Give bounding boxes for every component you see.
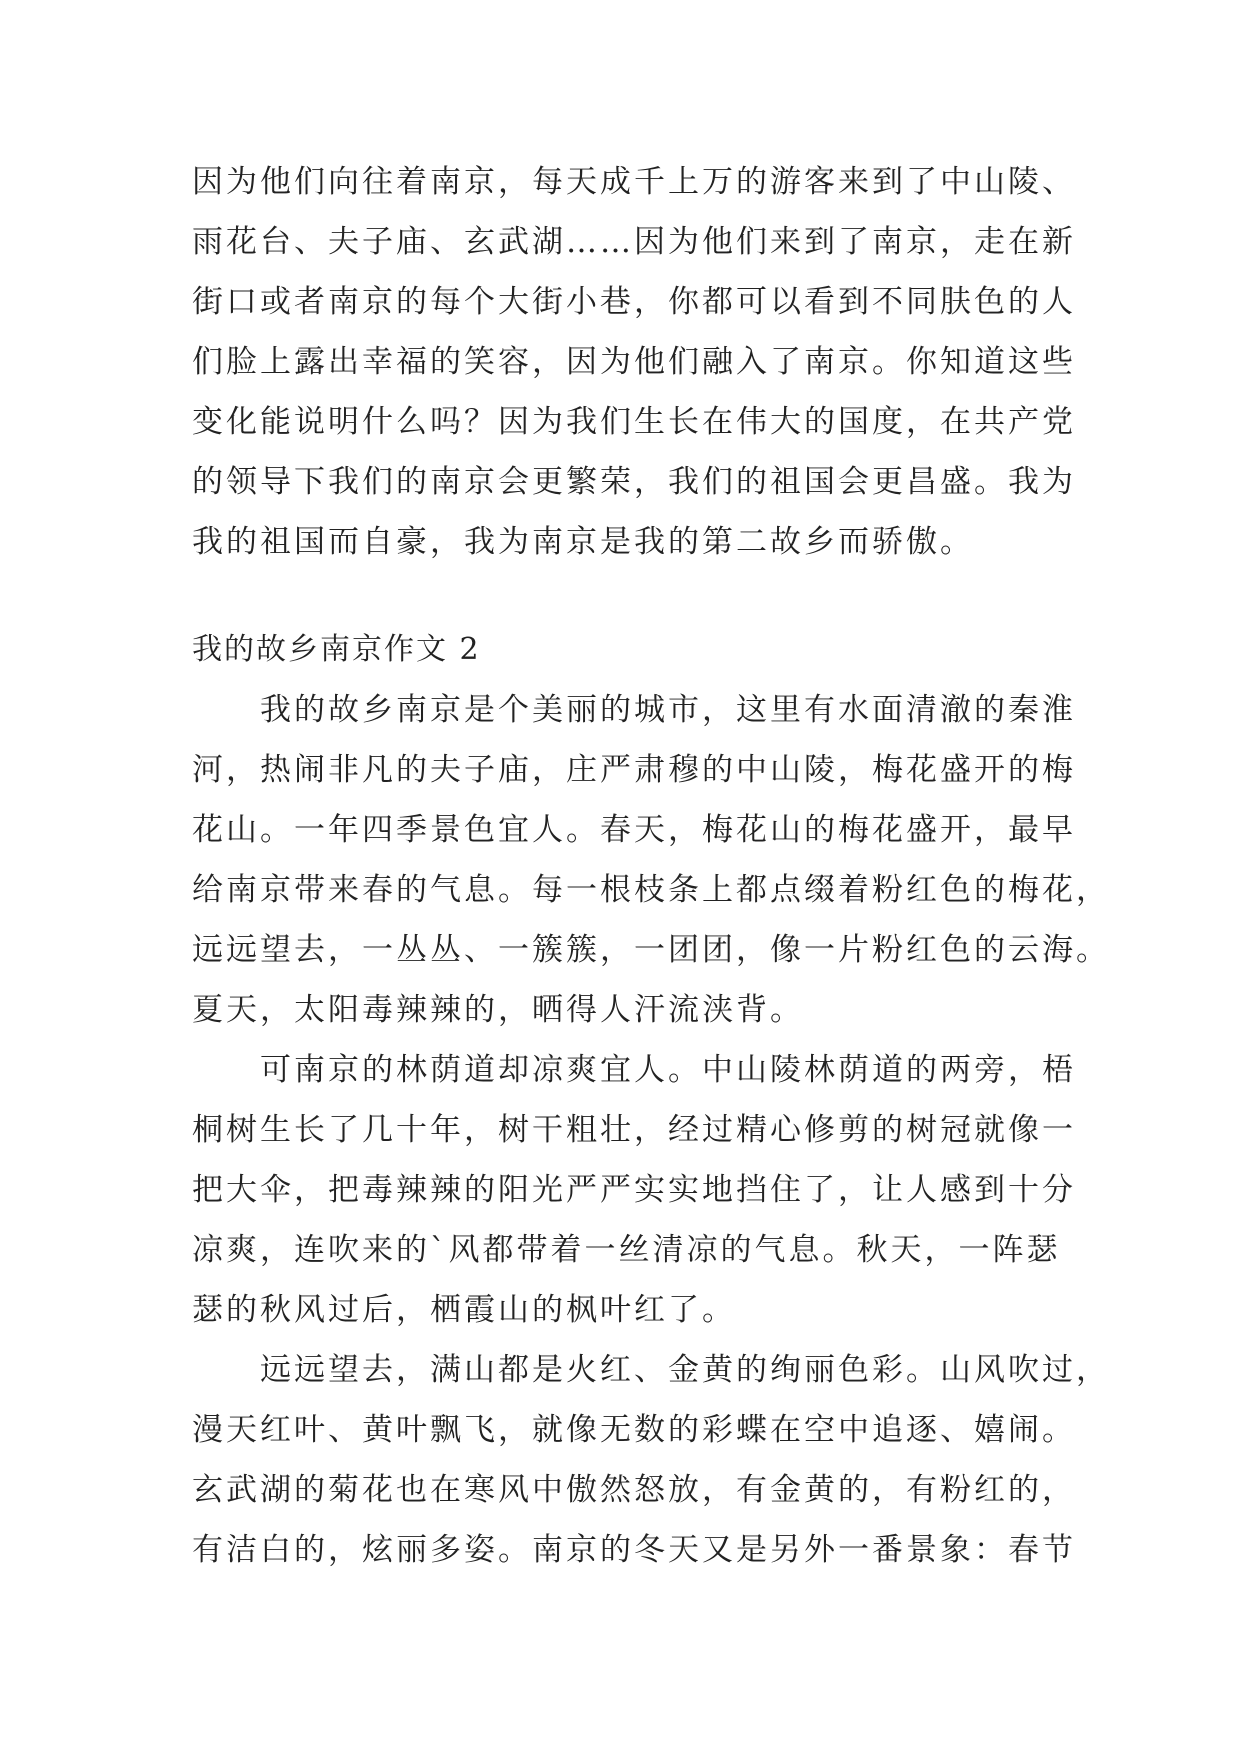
text-line: 河，热闹非凡的夫子庙，庄严肃穆的中山陵，梅花盛开的梅 (192, 752, 1076, 788)
text-line: 雨花台、夫子庙、玄武湖……因为他们来到了南京，走在新 (192, 224, 1076, 260)
text-line: 们脸上露出幸福的笑容，因为他们融入了南京。你知道这些 (192, 344, 1076, 380)
text-line: 瑟的秋风过后，栖霞山的枫叶红了。 (192, 1292, 736, 1328)
text-line: 有洁白的，炫丽多姿。南京的冬天又是另外一番景象：春节 (192, 1532, 1076, 1568)
text-line: 可南京的林荫道却凉爽宜人。中山陵林荫道的两旁，梧 (192, 1052, 1076, 1088)
text-line: 把大伞，把毒辣辣的阳光严严实实地挡住了，让人感到十分 (192, 1172, 1076, 1208)
paragraph-1 (192, 680, 1110, 1040)
text-line: 的领导下我们的南京会更繁荣，我们的祖国会更昌盛。我为 (192, 464, 1076, 500)
text-line: 街口或者南京的每个大街小巷，你都可以看到不同肤色的人 (192, 284, 1076, 320)
paragraph-2 (192, 1040, 1076, 1340)
text-line: 变化能说明什么吗？因为我们生长在伟大的国度，在共产党 (192, 404, 1076, 440)
text-line: 我的祖国而自豪，我为南京是我的第二故乡而骄傲。 (192, 524, 974, 560)
text-line: 夏天，太阳毒辣辣的，晒得人汗流浃背。 (192, 992, 804, 1028)
paragraph-3 (192, 1340, 1110, 1580)
text-line: 远远望去，一丛丛、一簇簇，一团团，像一片粉红色的云海。 (192, 932, 1110, 968)
text-line: 桐树生长了几十年，树干粗壮，经过精心修剪的树冠就像一 (192, 1112, 1076, 1148)
text-line: 玄武湖的菊花也在寒风中傲然怒放，有金黄的，有粉红的， (192, 1472, 1076, 1508)
text-line: 给南京带来春的气息。每一根枝条上都点缀着粉红色的梅花， (192, 872, 1110, 908)
text-line: 远远望去，满山都是火红、金黄的绚丽色彩。山风吹过， (192, 1352, 1110, 1388)
text-line: 凉爽，连吹来的`风都带着一丝清凉的气息。秋天，一阵瑟 (192, 1232, 1061, 1268)
text-line: 因为他们向往着南京，每天成千上万的游客来到了中山陵、 (192, 164, 1076, 200)
text-line: 花山。一年四季景色宜人。春天，梅花山的梅花盛开，最早 (192, 812, 1076, 848)
paragraph-continued (192, 152, 1076, 572)
section-title: 我的故乡南京作文 2 (192, 632, 481, 667)
section-title-block (192, 620, 1072, 680)
text-line: 漫天红叶、黄叶飘飞，就像无数的彩蝶在空中追逐、嬉闹。 (192, 1412, 1076, 1448)
text-line: 我的故乡南京是个美丽的城市，这里有水面清澈的秦淮 (192, 692, 1076, 728)
